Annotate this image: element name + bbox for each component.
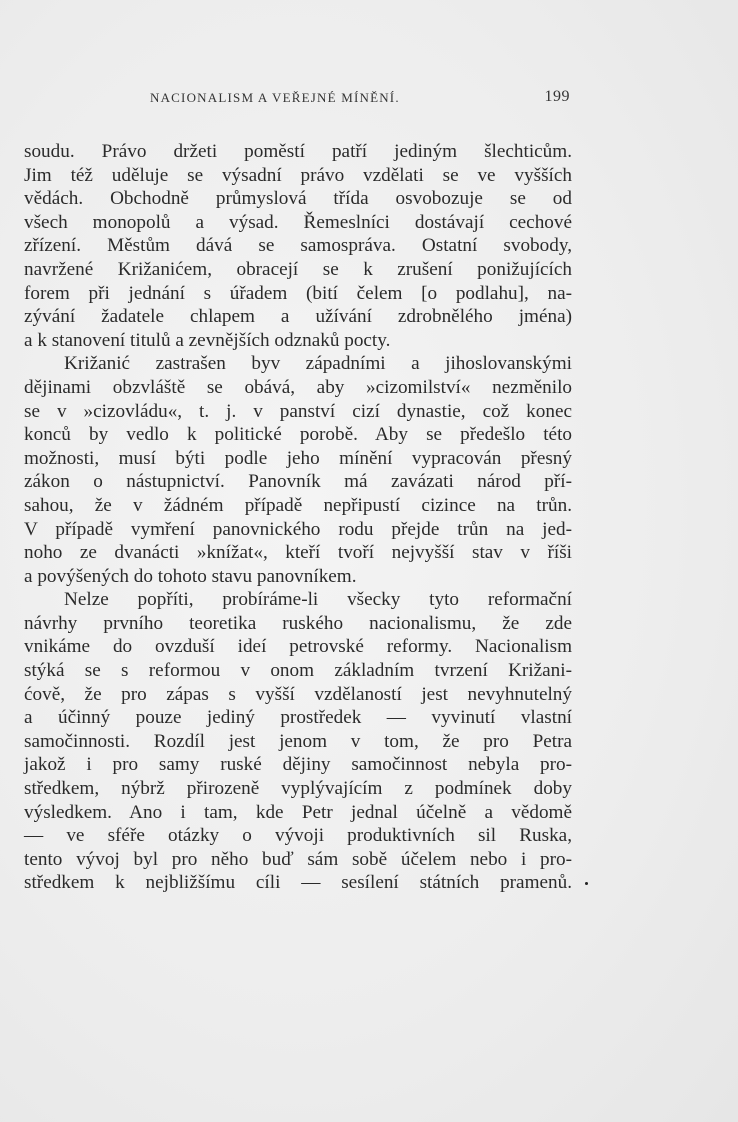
- text-line: dějinami obzvláště se obává, aby »cizomilství« nezměnilo: [24, 376, 572, 398]
- text-line: sahou, že v žádném případě nepřipustí cizince na trůn.: [24, 494, 572, 516]
- paragraph: [24, 352, 572, 588]
- text-line: soudu. Právo držeti poměstí patří jediným šlechticům.: [24, 141, 572, 162]
- scan-speck: [585, 882, 588, 885]
- text-line: navržené Križanićem, obracejí se k zrušení ponižujících: [24, 258, 572, 280]
- text-line: se v »cizovládu«, t. j. v panství cizí dynastie, což konec: [24, 400, 572, 422]
- text-line: — ve sféře otázky o vývoji produktivních sil Ruska,: [24, 825, 572, 847]
- text-line: vnikáme do ovzduší ideí petrovské reformy. Nacionalism: [24, 636, 572, 658]
- text-line: noho ze dvanácti »knížat«, kteří tvoří nejvyšší stav v říši: [24, 542, 572, 564]
- text-line: vědách. Obchodně průmyslová třída osvobozuje se od: [24, 188, 572, 210]
- text-line: středkem, nýbrž přirozeně vyplývajícím z podmínek doby: [24, 778, 572, 800]
- text-line: návrhy prvního teoretika ruského nacionalismu, že zde: [24, 612, 572, 634]
- text-line: středkem k nejbližšímu cíli — sesílení státních pramenů.: [24, 872, 572, 894]
- text-line: Nelze popříti, probíráme-li všecky tyto reformační: [64, 589, 572, 611]
- text-line: zákon o nástupnictví. Panovník má zavázati národ pří-: [24, 471, 572, 493]
- text-line: V případě vymření panovnického rodu přejde trůn na jed-: [24, 518, 572, 540]
- text-line: výsledkem. Ano i tam, kde Petr jednal účelně a vědomě: [24, 801, 572, 823]
- paragraph: [24, 588, 572, 895]
- text-line: všech monopolů a výsad. Řemeslníci dostávají cechové: [24, 211, 572, 233]
- text-line: ćově, že pro zápas s vyšší vzdělaností jest nevyhnutelný: [24, 683, 572, 705]
- text-line: zývání žadatele chlapem a užívání zdrobnělého jména): [24, 306, 572, 328]
- text-line: a povýšených do tohoto stavu panovníkem.: [24, 565, 357, 587]
- text-line: forem při jednání s úřadem (bití čelem [o podlahu], na-: [24, 282, 572, 304]
- running-head-title: NACIONALISM A VEŘEJNÉ MÍNĚNÍ.: [150, 90, 400, 105]
- text-line: Jim též uděluje se výsadní právo vzdělati se ve vyšších: [24, 164, 572, 186]
- page-number: 199: [544, 88, 570, 105]
- text-line: a účinný pouze jediný prostředek — vyvinutí vlastní: [24, 707, 572, 729]
- paragraph: [24, 140, 572, 352]
- body-text: [24, 140, 572, 895]
- text-line: Križanić zastrašen byv západními a jihoslovanskými: [64, 353, 572, 375]
- text-line: samočinnosti. Rozdíl jest jenom v tom, že pro Petra: [24, 730, 572, 752]
- text-line: konců by vedlo k politické porobě. Aby se předešlo této: [24, 424, 572, 446]
- text-line: možnosti, musí býti podle jeho mínění vypracován přesný: [24, 447, 572, 469]
- text-line: stýká se s reformou v onom základním tvrzení Križani-: [24, 660, 572, 682]
- text-line: jakož i pro samy ruské dějiny samočinnost nebyla pro-: [24, 754, 572, 776]
- running-head: [150, 90, 570, 110]
- text-line: a k stanovení titulů a zevnějších odznaků pocty.: [24, 329, 391, 351]
- text-line: tento vývoj byl pro něho buď sám sobě účelem nebo i pro-: [24, 848, 572, 870]
- text-line: zřízení. Městům dává se samospráva. Ostatní svobody,: [24, 235, 572, 257]
